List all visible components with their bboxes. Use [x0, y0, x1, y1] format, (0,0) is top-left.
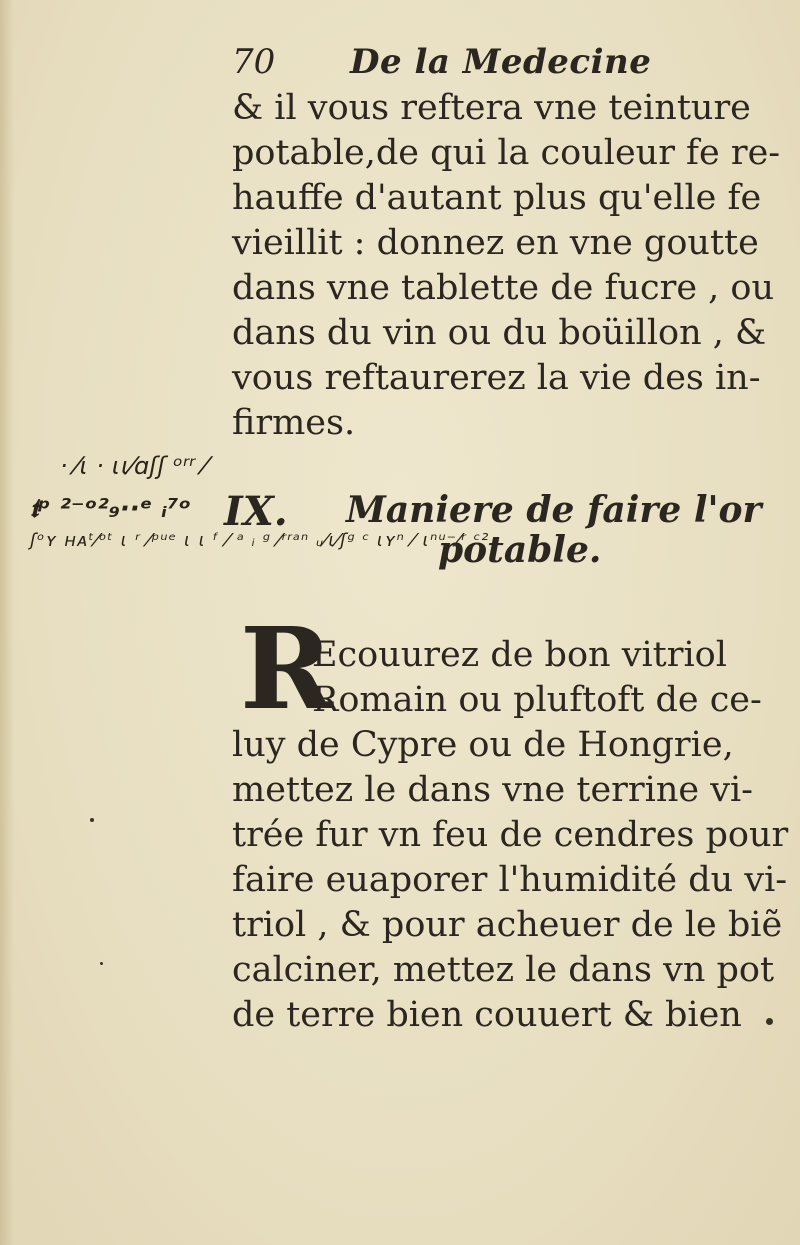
text-line: hauffe d'autant plus qu'elle fe: [232, 178, 762, 218]
running-title: De la Medecine: [350, 42, 652, 82]
text-line: vous reftaurerez la vie des in-: [232, 358, 761, 398]
drop-cap: R: [240, 604, 334, 735]
text-line: Ecouurez de bon vitriol: [312, 635, 727, 675]
paragraph-1: [232, 86, 781, 446]
text-line: & il vous reftera vne teinture: [232, 88, 751, 128]
ink-dot: [766, 1018, 773, 1025]
text-line: faire euaporer l'humidité du vi-: [232, 860, 788, 900]
text-line: Romain ou pluftoft de ce-: [312, 680, 762, 720]
text-line: firmes.: [232, 403, 356, 443]
chapter-title-line: potable.: [438, 529, 602, 571]
chapter-title-line: Maniere de faire l'or: [346, 489, 762, 531]
page-number: 70: [232, 42, 276, 82]
text-line: trée fur vn feu de cendres pour: [232, 815, 789, 855]
chapter-title: [346, 490, 776, 570]
ink-speck: [90, 818, 94, 822]
text-line: mettez le dans vne terrine vi-: [232, 770, 754, 810]
text-line: vieillit : donnez en vne goutte: [232, 223, 759, 263]
text-line: luy de Cypre ou de Hongrie,: [232, 725, 734, 765]
text-line: de terre bien couuert & bien: [232, 995, 742, 1035]
handwritten-annotation: ʃᵒʏ ʜᴀᵗ⁄ᵒᵗ ɩ ʳ ⁄ᵖᵘᵉ ɩ ɩ ᶠ ⁄ ᵃ ᵢ ᵍ ⁄ʳʳᵃⁿ ᵤ⁄ɩ⁄ʃᵍ ᶜ ɩʏⁿ ⁄ ɩⁿᵘ⁻⁄ʳ ᶜ²: [30, 530, 490, 551]
handwritten-annotation: · ⁄ɩ · ɩɩ⁄ɑʃʃ ᵒʳʳ ⁄: [60, 452, 208, 480]
paragraph-2: [232, 633, 789, 1038]
handwritten-annotation: 𝖙ᵖ ²⁻ᵒ²₉··ᵉ ᵢ⁷ᵒ: [30, 494, 192, 524]
page-edge-shadow: [0, 0, 14, 1245]
text-line: potable,de qui la couleur fe re-: [232, 133, 781, 173]
text-line: dans vne tablette de fucre , ou: [232, 268, 775, 308]
chapter-number: IX.: [224, 488, 288, 535]
text-line: dans du vin ou du boüillon , &: [232, 313, 767, 353]
text-line: triol , & pour acheuer de le biẽ: [232, 905, 783, 945]
text-line: calciner, mettez le dans vn pot: [232, 950, 775, 990]
ink-speck: [100, 962, 103, 965]
page-header: [232, 40, 712, 90]
